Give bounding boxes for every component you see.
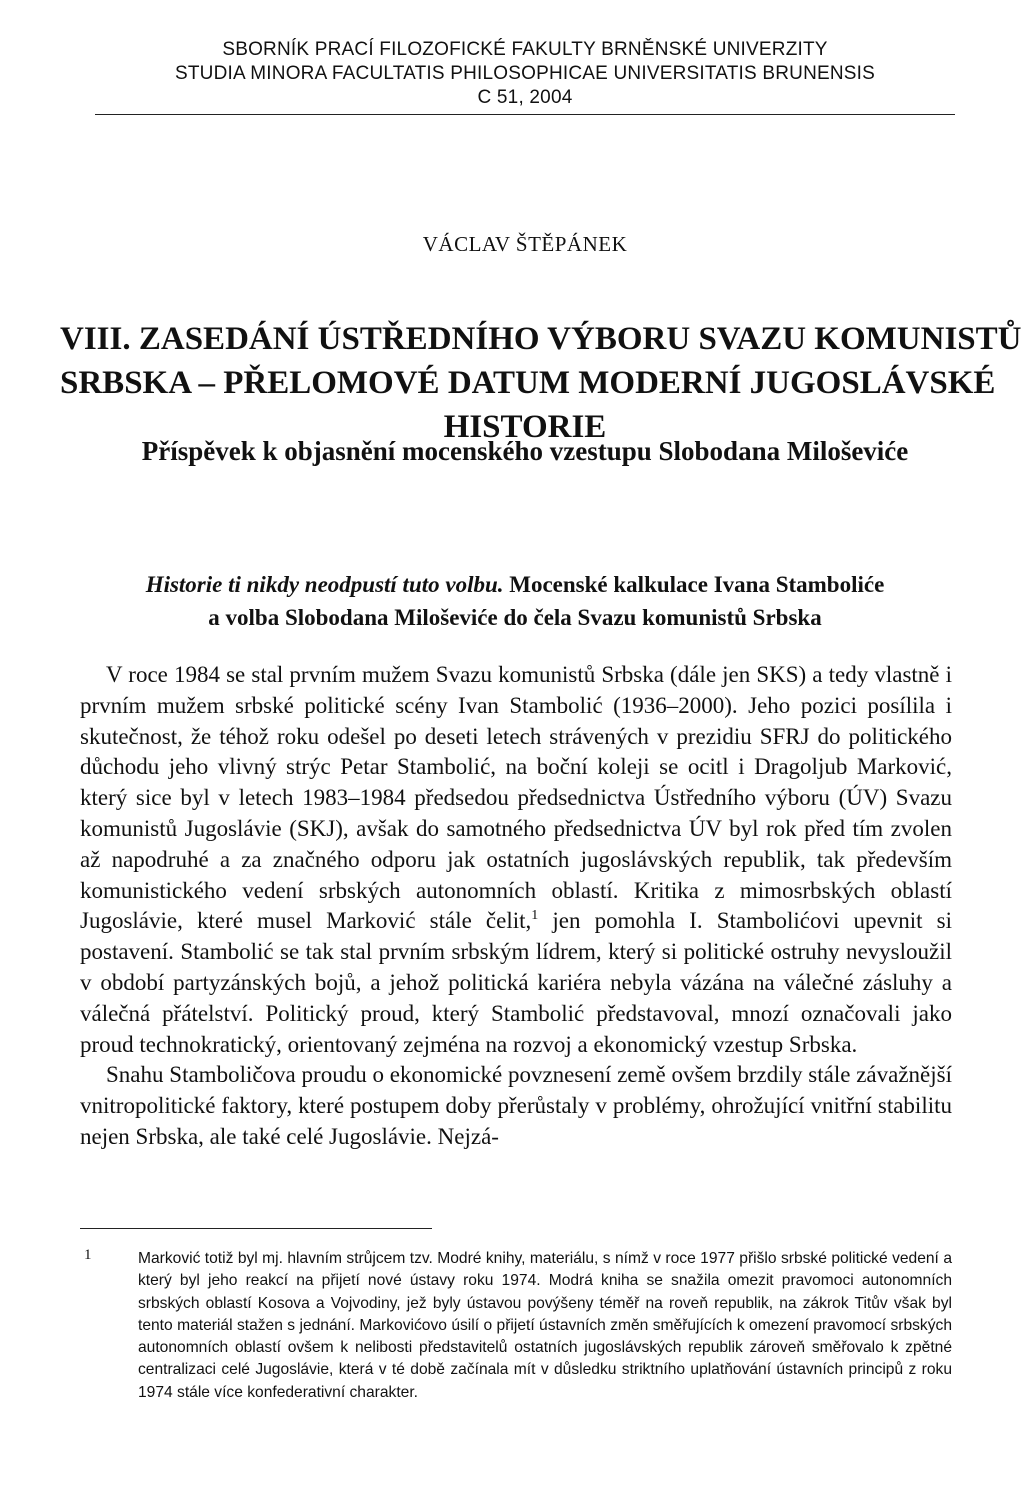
journal-name-latin: STUDIA MINORA FACULTATIS PHILOSOPHICAE UNIVERSITATIS BRUNENSIS (174, 63, 876, 84)
paragraph-2: Snahu Stamboličova proudu o ekonomické povznesení země ovšem brzdily stále závažnější vnitropolitické faktory, které postupem doby přerůstaly v problémy, ohrožující vnitřní stabilitu nejen Srbska, ale také celé Jugoslávie. Nejzá- (80, 1062, 952, 1149)
journal-name-czech: SBORNÍK PRACÍ FILOZOFICKÉ FAKULTY BRNĚNSKÉ UNIVERZITY (222, 39, 828, 60)
footnote-text: Marković totiž byl mj. hlavním strůjcem tzv. Modré knihy, materiálu, s nímž v roce 1977 přišlo srbské politické vedení a který byl jeho reakcí na přijetí nové ústavy roku 1974. Modrá kniha se snažila omezit pravomoci autonomních srbských oblastí Kosova a Vojvodiny, jež byly ústavou povýšeny téměř na roveň republik, na zákrok Titův však byl tento materiál stažen s jednání. Markovićovo úsilí o přijetí ústavních změn směřujících k omezení pravomocí srbských autonomních oblastí ovšem k nelibosti představitelů ostatních jugoslávských republik zároveň směřovalo k zpětné centralizaci celé Jugoslávie, která v té době začínala mít v důsledku striktního uplatňování ústavních principů z roku 1974 stále více konfederativní charakter. (138, 1250, 952, 1401)
section-heading-quote: Historie ti nikdy neodpustí tuto volbu. (145, 572, 504, 597)
author-name: VÁCLAV ŠTĚPÁNEK (422, 232, 628, 256)
journal-header (95, 38, 955, 110)
title-line-2: SRBSKA – PŘELOMOVÉ DATUM MODERNÍ JUGOSLÁVSKÉ (60, 365, 996, 401)
section-heading-line-2: a volba Slobodana Miloševiće do čela Svazu komunistů Srbska (208, 605, 822, 630)
title-line-1: VIII. ZASEDÁNÍ ÚSTŘEDNÍHO VÝBORU SVAZU KOMUNISTŮ (60, 321, 1022, 357)
section-heading (75, 568, 955, 634)
title-line-3: HISTORIE (443, 409, 607, 445)
body-text (80, 660, 952, 1153)
section-heading-rest: Mocenské kalkulace Ivana Stamboliće (503, 572, 885, 597)
footnote-number: 1 (84, 1247, 92, 1263)
section-heading-line-1 (75, 568, 955, 601)
paragraph-1 (80, 660, 952, 1060)
article-title (60, 317, 1022, 449)
paragraph-1-part-2: jen pomohla I. Stambolićovi upevnit si postavení. Stambolić se tak stal prvním srbským lídrem, který si politické ostruhy nevysloužil v období partyzánských bojů, a jehož politická kariéra nebyla vázána na válečné zásluhy a válečná přátelství. Politický proud, který Stambolić představoval, mnozí označovali jako proud technokratický, orientovaný zejména na rozvoj a ekonomický vzestup Srbska. (80, 908, 952, 1057)
footnote-reference[interactable]: 1 (531, 908, 539, 924)
article-subtitle: Příspěvek k objasnění mocenského vzestupu Slobodana Miloševiće (141, 436, 909, 466)
paragraph-1-part-1: V roce 1984 se stal prvním mužem Svazu komunistů Srbska (dále jen SKS) a tedy vlastně i prvním mužem srbské politické scény Ivan Stambolić (1936–2000). Jeho pozici posílila i skutečnost, že téhož roku odešel po deseti letech strávených v prezidiu SFRJ do politického důchodu jeho vlivný strýc Petar Stambolić, na boční koleji se ocitl i Dragoljub Marković, který sice byl v letech 1983–1984 předsedou předsednictva Ústředního výboru (ÚV) Svazu komunistů Jugoslávie (SKJ), avšak do samotného předsednictva ÚV byl rok před tím zvolen až napodruhé a za značného odporu jak ostatních jugoslávských republik, tak především komunistického vedení srbských autonomních oblastí. Kritika z mimosrbských oblastí Jugoslávie, které musel Marković stále čelit, (80, 662, 952, 934)
footnote-rule (80, 1228, 432, 1229)
journal-volume: C 51, 2004 (477, 87, 573, 108)
header-rule (95, 114, 955, 115)
